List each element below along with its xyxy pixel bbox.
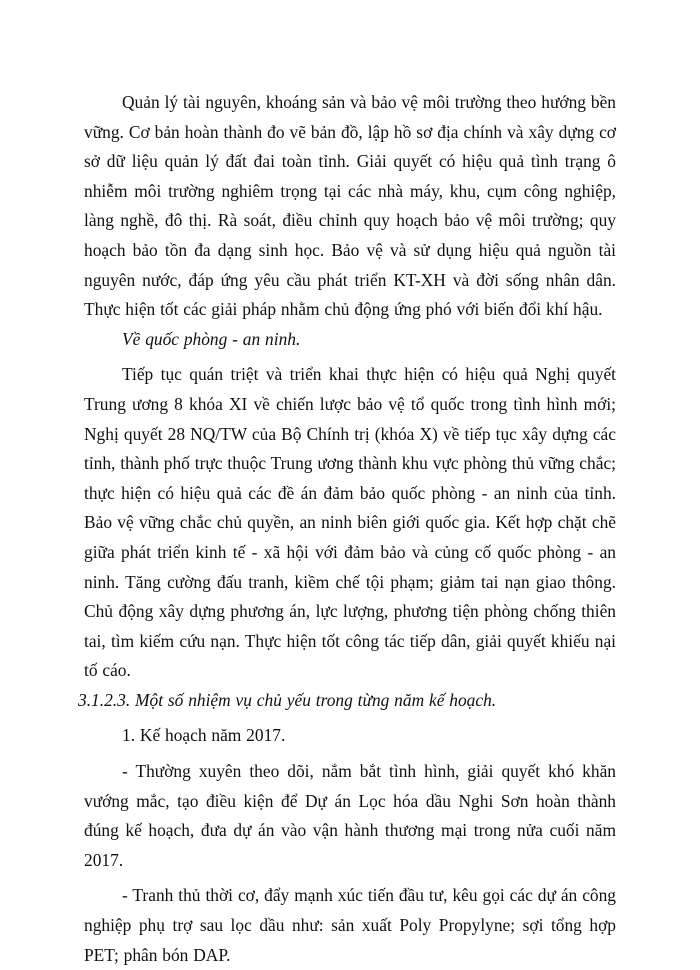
paragraph-refinery: - Thường xuyên theo dõi, nắm bắt tình hình, giải quyết khó khăn vướng mắc, tạo điều kiện để Dự án Lọc hóa dầu Nghi Sơn hoàn thành đúng kế hoạch, đưa dự án vào vận hành thương mại trong nửa cuối năm 2017. (84, 761, 616, 870)
section-heading: 3.1.2.3. Một số nhiệm vụ chủ yếu trong từng năm kế hoạch. (78, 689, 497, 710)
paragraph-investment: - Tranh thủ thời cơ, đẩy mạnh xúc tiến đầu tư, kêu gọi các dự án công nghiệp phụ trợ sau lọc dầu như: sản xuất Poly Propylyne; sợi tổng hợp PET; phân bón DAP. (84, 885, 616, 965)
paragraph-defense: Tiếp tục quán triệt và triển khai thực hiện có hiệu quả Nghị quyết Trung ương 8 khóa XI về chiến lược bảo vệ tổ quốc trong tình hình mới; Nghị quyết 28 NQ/TW của Bộ Chính trị (khóa X) về tiếp tục xây dựng các tỉnh, thành phố trực thuộc Trung ương thành khu vực phòng thủ vững chắc; thực hiện có hiệu quả các đề án đảm bảo quốc phòng - an ninh của tỉnh. Bảo vệ vững chắc chủ quyền, an ninh biên giới quốc gia. Kết hợp chặt chẽ giữa phát triển kinh tế - xã hội với đảm bảo và củng cố quốc phòng - an ninh. Tăng cường đấu tranh, kiềm chế tội phạm; giảm tai nạn giao thông. Chủ động xây dựng phương án, lực lượng, phương tiện phòng chống thiên tai, tìm kiếm cứu nạn. Thực hiện tốt công tác tiếp dân, giải quyết khiếu nại tố cáo. (84, 364, 616, 681)
subheading-defense: Về quốc phòng - an ninh. (122, 328, 301, 349)
paragraph-resources: Quản lý tài nguyên, khoáng sản và bảo vệ môi trường theo hướng bền vững. Cơ bản hoàn thành đo vẽ bản đồ, lập hồ sơ địa chính và xây dựng cơ sở dữ liệu quản lý đất đai toàn tỉnh. Giải quyết có hiệu quả tình trạng ô nhiễm môi trường nghiêm trọng tại các nhà máy, khu, cụm công nghiệp, làng nghề, đô thị. Rà soát, điều chỉnh quy hoạch bảo vệ môi trường; quy hoạch bảo tồn đa dạng sinh học. Bảo vệ và sử dụng hiệu quả nguồn tài nguyên nước, đáp ứng yêu cầu phát triển KT-XH và đời sống nhân dân. Thực hiện tốt các giải pháp nhằm chủ động ứng phó với biến đổi khí hậu. (84, 92, 616, 320)
plan-heading-2017: 1. Kế hoạch năm 2017. (122, 725, 286, 746)
